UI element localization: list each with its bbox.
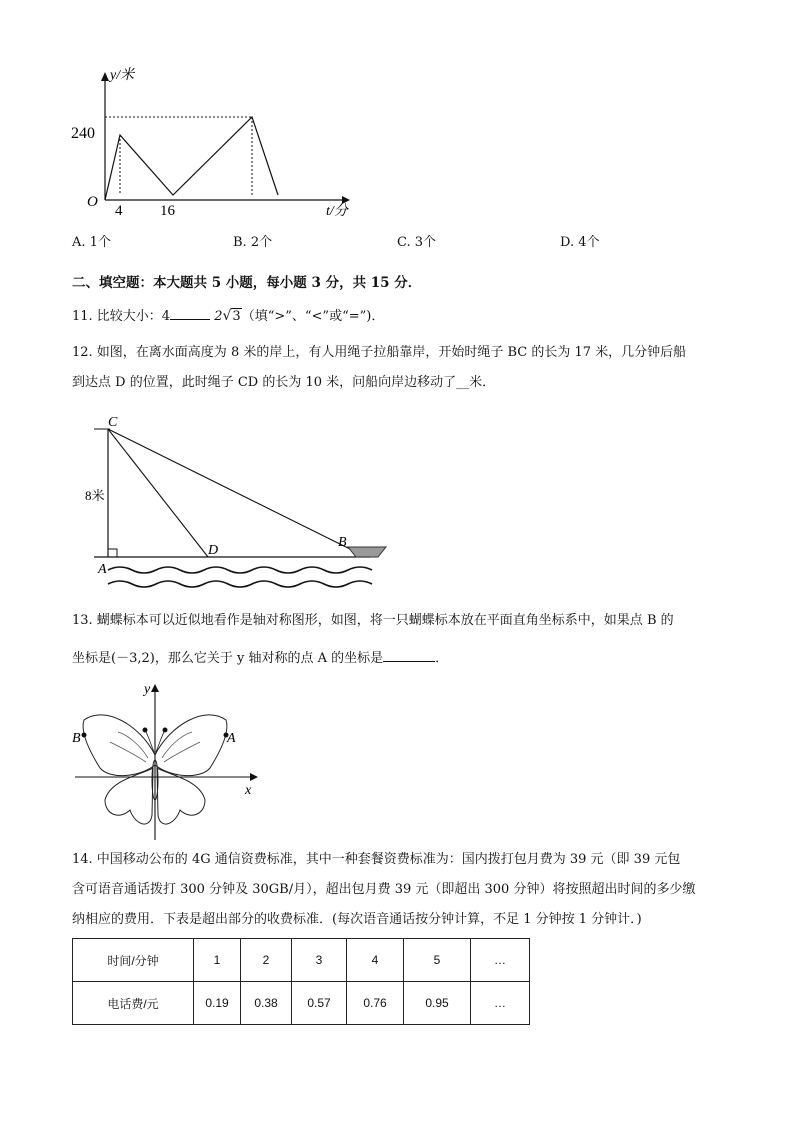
section-heading: 二、填空题：本大题共 5 小题，每小题 3 分，共 15 分． — [72, 275, 422, 291]
table-cell: 3 — [292, 939, 347, 982]
table-cell: 时间/分钟 — [73, 939, 194, 982]
table-cell: 电话费/元 — [73, 982, 194, 1025]
table-cell: 0.95 — [404, 982, 471, 1025]
q13-line2 — [72, 650, 448, 667]
table-row — [73, 939, 530, 982]
q14-line3: 纳相应的费用．下表是超出部分的收费标准．(每次语音通话按分钟计算，不足 1 分钟按 1 分钟计．) — [72, 912, 642, 927]
choice-d[interactable] — [560, 235, 600, 251]
q11-rhs: 2 — [214, 309, 223, 324]
x-tick-16: 16 — [160, 203, 175, 219]
q11-prefix: 11. 比较大小：4 — [72, 309, 171, 324]
choice-b-text: 2个 — [250, 235, 273, 250]
x-axis-label: x — [245, 783, 252, 798]
q13-answer-blank[interactable] — [383, 650, 435, 662]
table-cell: 0.57 — [292, 982, 347, 1025]
q11-suffix: （填“>”、“<”或“=”)． — [241, 309, 385, 324]
q13-line2-pre: 坐标是 — [72, 651, 112, 666]
boat-rope-figure — [80, 410, 400, 595]
table-row — [73, 982, 530, 1025]
label-B: B — [72, 731, 81, 746]
y-axis-label: y — [144, 682, 151, 697]
choice-a-text: 1个 — [89, 235, 111, 250]
q11-radicand: 3 — [232, 309, 241, 324]
origin-label: O — [87, 194, 98, 210]
table-cell: 4 — [347, 939, 404, 982]
q14-line2: 含可语音通话拨打 300 分钟及 30GB/月），超出包月费 39 元（即超出 300 分钟）将按照超出时间的多少缴 — [72, 882, 696, 897]
choice-d-label: D. — [560, 235, 575, 250]
table-cell: … — [471, 939, 530, 982]
label-A: A — [98, 562, 107, 577]
butterfly-figure — [70, 680, 270, 845]
q14-line1: 14. 中国移动公布的 4G 通信资费标准，其中一种套餐资费标准为：国内拨打包月费为 39 元（即 39 元包 — [72, 852, 681, 867]
choice-b[interactable] — [233, 235, 272, 251]
q13-line2-post: ，那么它关于 y 轴对称的点 A 的坐标是 — [154, 651, 384, 666]
y-tick-240: 240 — [71, 125, 95, 142]
table-cell: 0.38 — [241, 982, 292, 1025]
height-label: 8米 — [85, 488, 105, 503]
choice-d-text: 4个 — [578, 235, 600, 250]
x-axis-label: t/分 — [326, 204, 348, 219]
q13-line1: 13. 蝴蝶标本可以近似地看作是轴对称图形，如图，将一只蝴蝶标本放在平面直角坐标系中，如果点 B 的 — [72, 613, 674, 628]
distance-time-graph — [70, 65, 360, 225]
q11-answer-blank[interactable] — [170, 308, 210, 320]
table-cell: … — [471, 982, 530, 1025]
choice-c-label: C. — [397, 235, 411, 250]
x-tick-4: 4 — [115, 203, 123, 219]
q12-line1: 12. 如图，在离水面高度为 8 米的岸上，有人用绳子拉船靠岸，开始时绳子 BC 的长为 17 米，几分钟后船 — [72, 345, 687, 360]
choice-c-text: 3个 — [414, 235, 437, 250]
choice-a-label: A. — [72, 235, 86, 250]
q12-line2: 到达点 D 的位置，此时绳子 CD 的长为 10 米，问船向岸边移动了__米． — [72, 375, 496, 390]
label-B: B — [338, 535, 347, 550]
table-cell: 0.19 — [194, 982, 241, 1025]
y-axis-label: y/米 — [110, 68, 135, 83]
table-cell: 1 — [194, 939, 241, 982]
choice-b-label: B. — [233, 235, 247, 250]
label-D: D — [208, 543, 219, 558]
q13-line2-end: ． — [435, 651, 449, 666]
label-A: A — [227, 731, 236, 746]
table-cell: 0.76 — [347, 982, 404, 1025]
choice-a[interactable] — [72, 235, 111, 251]
table-cell: 5 — [404, 939, 471, 982]
q13-coord: (－3,2) — [111, 651, 155, 666]
table-cell: 2 — [241, 939, 292, 982]
fee-table — [72, 938, 530, 1025]
choice-c[interactable] — [397, 235, 436, 251]
question-11: 11. 比较大小：4 2√3（填“>”、“<”或“=”)． — [72, 308, 385, 324]
label-C: C — [108, 415, 118, 430]
